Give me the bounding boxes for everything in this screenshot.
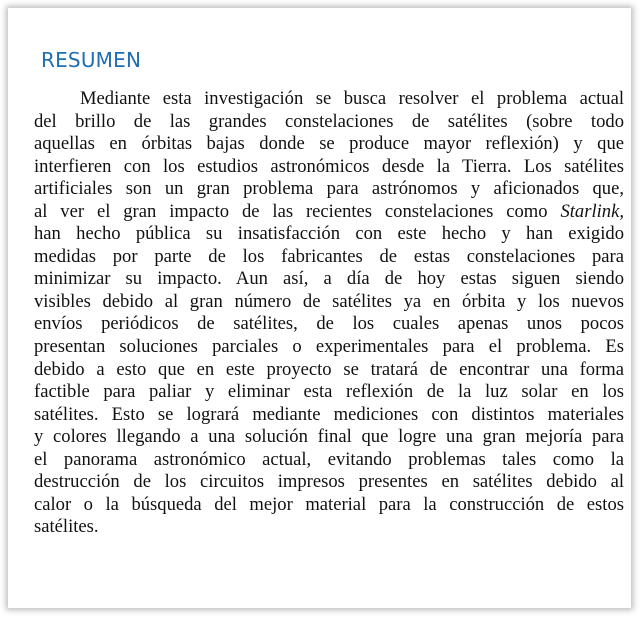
text-line: visibles debido al gran número de satélites ya en órbita y los nuevos	[34, 290, 624, 312]
text-line: minimizar su impacto. Aun así, a día de hoy estas siguen siendo	[34, 268, 624, 290]
text-segment: al ver el gran impacto de las recientes constelaciones como	[34, 200, 548, 222]
text-line: del brillo de las grandes constelaciones de satélites (sobre todo	[34, 110, 624, 132]
text-line: artificiales son un gran problema para astrónomos y aficionados que,	[34, 178, 624, 200]
text-line: debido a esto que en este proyecto se tratará de encontrar una forma	[34, 358, 624, 380]
italic-term: Starlink,	[560, 200, 624, 222]
text-line: satélites. Esto se logrará mediante mediciones con distintos materiales	[34, 403, 624, 425]
text-line: y colores llegando a una solución final que logre una gran mejoría para	[34, 426, 624, 448]
section-heading: RESUMEN	[41, 48, 142, 72]
text-line: han hecho pública su insatisfacción con este hecho y han exigido	[34, 223, 624, 245]
abstract-paragraph	[34, 88, 624, 539]
text-line: aquellas en órbitas bajas donde se produce mayor reflexión) y que	[34, 133, 624, 155]
text-line: interfieren con los estudios astronómicos desde la Tierra. Los satélites	[34, 155, 624, 177]
text-line: destrucción de los circuitos impresos presentes en satélites debido al	[34, 471, 624, 493]
text-line: envíos periódicos de satélites, de los cuales apenas unos pocos	[34, 313, 624, 335]
text-line: Mediante esta investigación se busca resolver el problema actual	[80, 88, 624, 109]
document-page	[8, 8, 631, 608]
text-line: medidas por parte de los fabricantes de estas constelaciones para	[34, 245, 624, 267]
text-line: presentan soluciones parciales o experimentales para el problema. Es	[34, 336, 624, 358]
text-line: factible para paliar y eliminar esta reflexión de la luz solar en los	[34, 381, 624, 403]
text-line	[34, 201, 624, 224]
text-line: calor o la búsqueda del mejor material para la construcción de estos	[34, 493, 624, 515]
text-line: satélites.	[34, 516, 99, 538]
text-line: el panorama astronómico actual, evitando problemas tales como la	[34, 448, 624, 470]
